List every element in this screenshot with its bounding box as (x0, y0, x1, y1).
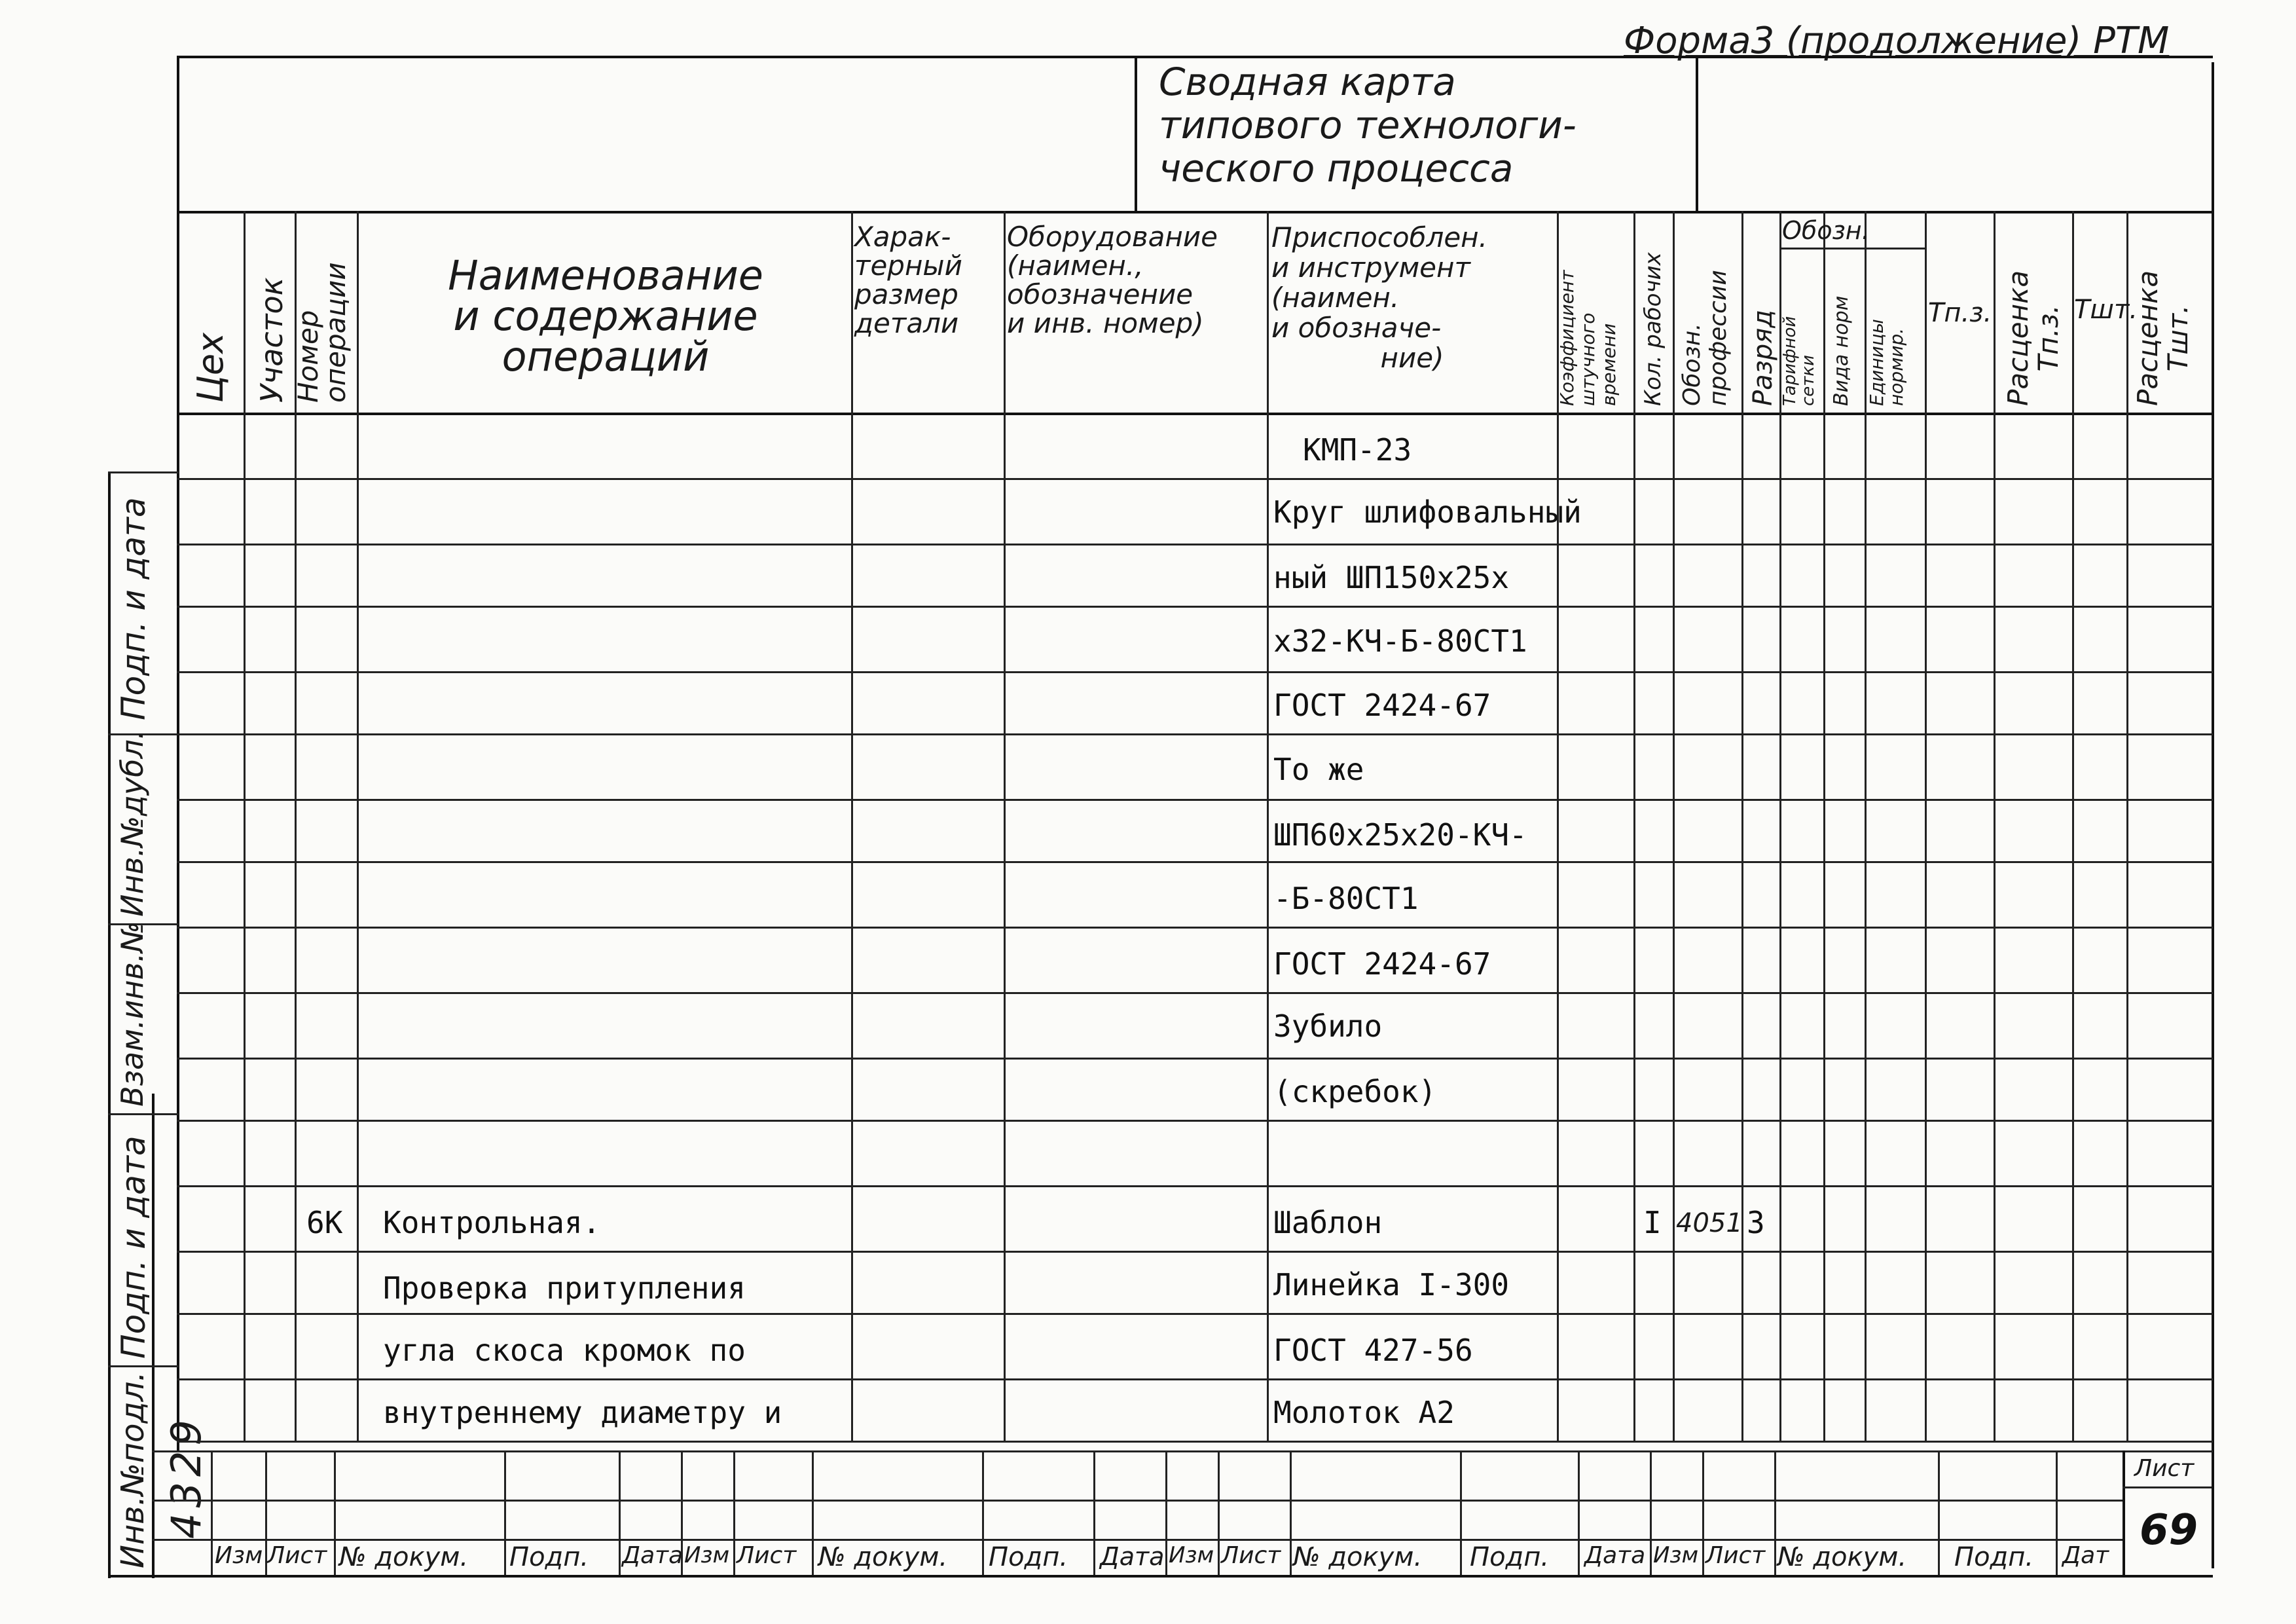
footer-col (1650, 1450, 1652, 1575)
col-line-10 (1741, 211, 1743, 1442)
footer-label: Изм (215, 1542, 263, 1569)
margin-div-4 (108, 1113, 179, 1115)
sheet-number: 69 (2140, 1506, 2198, 1555)
header-rate-tpz-2: Тп.з. (2032, 304, 2064, 372)
header-char-size-2: терный (854, 249, 962, 282)
footer-label: Лист (1705, 1542, 1766, 1569)
footer-col (619, 1450, 621, 1575)
op-name-cell: Проверка притупления (383, 1270, 746, 1306)
footer-label: Подп. (989, 1542, 1068, 1572)
op-name-cell: Контрольная. (383, 1205, 601, 1240)
tool-cell: Линейка I-300 (1273, 1267, 1510, 1302)
footer-label: Лист (1221, 1542, 1281, 1569)
tool-cell: То же (1273, 752, 1364, 787)
footer-label-line (152, 1539, 2123, 1541)
row-line (177, 992, 2213, 994)
sheet-box-left (2123, 1450, 2125, 1575)
op-name-cell: угла скоса кромок по (383, 1333, 746, 1368)
footer-col (211, 1450, 213, 1575)
card-title (1159, 60, 1576, 190)
footer-label: Дата (1584, 1542, 1646, 1569)
form-label: Форма3 (продолжение) РТМ (1624, 20, 2170, 62)
header-norm-units-2: нормир. (1886, 327, 1907, 406)
sheet-label: Лист (2134, 1455, 2195, 1482)
header-rate-tsht-2: Тшт. (2162, 304, 2194, 372)
header-grade: Разряд (1748, 309, 1778, 406)
footer-label: Лист (737, 1542, 797, 1569)
col-line-3 (357, 211, 359, 1442)
header-profession (1679, 270, 1732, 406)
row-line (177, 861, 2213, 863)
footer-col (812, 1450, 814, 1575)
header-op-name (367, 251, 845, 380)
op-name-cell: внутреннему диаметру и (383, 1395, 782, 1430)
col-line-1 (244, 211, 246, 1442)
header-tsht: Тшт. (2074, 295, 2138, 325)
inventory-number: 4329 (162, 1414, 210, 1539)
footer-col (1774, 1450, 1776, 1575)
frame-left (177, 56, 179, 1450)
tool-cell: -Б-80СТ1 (1273, 881, 1419, 916)
col-line-14 (1925, 211, 1927, 1442)
header-equipment (1007, 223, 1266, 338)
header-bottom-line (177, 413, 2213, 415)
header-op-name-1: Наименование (448, 251, 763, 299)
footer-col (2056, 1450, 2058, 1575)
footer-col (733, 1450, 735, 1575)
side-label-inv-podl: Инв.№подл. (115, 1371, 151, 1568)
header-workshop: Цех (190, 332, 231, 403)
margin-strip-left (108, 471, 111, 1578)
tool-cell: КМП-23 (1303, 432, 1412, 468)
row-line (177, 927, 2213, 929)
col-line-4 (851, 211, 853, 1442)
header-norm-type: Вида норм (1830, 295, 1853, 406)
header-coef (1557, 270, 1620, 406)
footer-col (1165, 1450, 1167, 1575)
header-tariff-1: Тарифной (1780, 316, 1800, 406)
row-line (177, 1251, 2213, 1253)
header-op-number-2: операции (319, 262, 352, 403)
row-line (177, 799, 2213, 801)
tool-cell: Зубило (1273, 1008, 1383, 1044)
header-profession-1: Обозн. (1679, 323, 1705, 406)
header-designation-group: Обозн. (1782, 216, 1870, 245)
header-char-size-4: детали (854, 307, 959, 339)
frame-top (177, 56, 2213, 58)
footer-col (504, 1450, 506, 1575)
header-op-number (292, 262, 352, 403)
side-label-inv-dubl: Инв.№дубл. (115, 729, 150, 917)
tool-cell: ГОСТ 2424-67 (1273, 946, 1491, 982)
footer-label: Изм (1653, 1542, 1699, 1568)
col-line-12 (1823, 211, 1825, 1442)
card-title-line-1: Сводная карта (1159, 60, 1456, 104)
footer-col (1938, 1450, 1940, 1575)
header-op-name-3: операций (501, 333, 710, 380)
footer-mid-line (152, 1500, 2123, 1502)
header-coef-3: времени (1598, 323, 1620, 406)
row-line (177, 478, 2213, 480)
header-norm-units-1: Единицы (1866, 319, 1887, 406)
profession-cell: 4051 (1676, 1208, 1743, 1238)
col-line-6 (1267, 211, 1269, 1442)
footer-label: Дата (622, 1542, 683, 1569)
footer-col (1702, 1450, 1704, 1575)
footer-label: Дат (2062, 1542, 2109, 1569)
row-line (177, 1058, 2213, 1060)
header-tpz: Тп.з. (1928, 298, 1992, 328)
tool-cell: ШП60х25х20-КЧ- (1273, 817, 1527, 853)
col-line-15 (1994, 211, 1995, 1442)
side-label-podp-data-1: Подп. и дата (115, 497, 153, 720)
margin-bottom (108, 1575, 2213, 1578)
side-label-vzam-inv: Взам.инв.№ (115, 921, 150, 1107)
footer-label: Подп. (1470, 1542, 1550, 1572)
footer-col (334, 1450, 336, 1575)
header-coef-2: штучного (1577, 312, 1599, 406)
header-norm-units (1867, 319, 1906, 406)
row-line (177, 606, 2213, 608)
header-tooling-2: и инструмент (1271, 251, 1470, 284)
footer-label: № докум. (1293, 1542, 1423, 1572)
margin-div-1 (108, 471, 179, 473)
frame-right (2212, 62, 2214, 1568)
card-title-line-3: ческого процесса (1159, 146, 1514, 191)
footer-col (1093, 1450, 1095, 1575)
row-line (177, 671, 2213, 673)
header-tariff-2: сетки (1798, 354, 1818, 406)
footer-label: № докум. (1777, 1542, 1907, 1572)
tool-cell: Шаблон (1273, 1205, 1383, 1240)
footer-col (1218, 1450, 1220, 1575)
grade-cell: 3 (1747, 1205, 1765, 1240)
header-workers: Кол. рабочих (1640, 252, 1666, 406)
col-line-9 (1673, 211, 1675, 1442)
footer-label: Лист (267, 1542, 327, 1569)
header-tooling (1271, 223, 1553, 373)
footer-label: Подп. (1954, 1542, 2034, 1572)
tool-cell: Молоток А2 (1273, 1395, 1455, 1430)
footer-col (982, 1450, 984, 1575)
footer-col (1578, 1450, 1580, 1575)
tool-cell: (скребок) (1273, 1074, 1437, 1109)
footer-label: Изм (684, 1542, 730, 1568)
op-number-cell: 6К (306, 1205, 343, 1240)
tool-cell: ный ШП150х25х (1273, 560, 1510, 595)
footer-label: Подп. (509, 1542, 589, 1572)
header-tooling-5: ние) (1380, 342, 1444, 374)
header-op-name-2: и содержание (453, 292, 758, 340)
footer-label: Изм (1169, 1542, 1214, 1568)
footer-label: № докум. (339, 1542, 469, 1572)
tool-cell: ГОСТ 427-56 (1273, 1333, 1473, 1368)
footer-label: № докум. (818, 1542, 948, 1572)
header-char-size-1: Харак- (854, 221, 951, 253)
designation-group-line (1779, 248, 1925, 249)
header-equipment-2: (наимен., (1007, 249, 1144, 282)
col-line-8 (1633, 211, 1635, 1442)
row-line (177, 1185, 2213, 1187)
row-line (177, 1378, 2213, 1380)
header-equipment-4: и инв. номер) (1007, 307, 1204, 339)
title-box-left (1135, 56, 1137, 213)
row-line (177, 733, 2213, 735)
tool-cell: Круг шлифовальный (1273, 494, 1582, 530)
title-box-right (1696, 56, 1698, 213)
sheet-box-mid (2123, 1486, 2212, 1488)
row-line (177, 1120, 2213, 1122)
tool-cell: ГОСТ 2424-67 (1273, 688, 1491, 723)
col-line-16 (2072, 211, 2074, 1442)
header-rate-tpz-1: Расценка (2002, 270, 2034, 406)
header-rate-tsht (2133, 270, 2193, 406)
footer-col (1290, 1450, 1292, 1575)
side-label-podp-data-2: Подп. и дата (115, 1135, 153, 1359)
header-profession-2: профессии (1705, 270, 1732, 406)
header-rate-tpz (2003, 270, 2064, 406)
header-tooling-3: (наимен. (1271, 282, 1400, 314)
header-char-size-3: размер (854, 278, 958, 310)
header-equipment-1: Оборудование (1007, 221, 1218, 253)
margin-div-5 (108, 1365, 179, 1367)
header-tariff (1781, 316, 1817, 406)
footer-col (1460, 1450, 1462, 1575)
col-line-5 (1004, 211, 1006, 1442)
header-rate-tsht-1: Расценка (2132, 270, 2164, 406)
tool-cell: х32-КЧ-Б-80СТ1 (1273, 623, 1527, 659)
footer-top-line (152, 1450, 2213, 1452)
footer-label: Дата (1100, 1542, 1165, 1571)
header-equipment-3: обозначение (1007, 278, 1194, 310)
col-line-17 (2126, 211, 2128, 1442)
header-op-number-1: Номер (292, 310, 324, 403)
row-line (177, 1313, 2213, 1315)
header-top-line (177, 211, 2213, 213)
row-line (177, 1441, 2213, 1443)
header-section: Участок (254, 277, 289, 403)
card-title-line-2: типового технологи- (1159, 103, 1576, 147)
header-tooling-4: и обозначе- (1271, 312, 1442, 344)
header-tooling-1: Приспособлен. (1271, 221, 1487, 253)
header-char-size (854, 223, 1002, 338)
header-coef-1: Коэффициент (1556, 270, 1578, 406)
row-line (177, 544, 2213, 545)
workers-cell: I (1643, 1205, 1662, 1240)
